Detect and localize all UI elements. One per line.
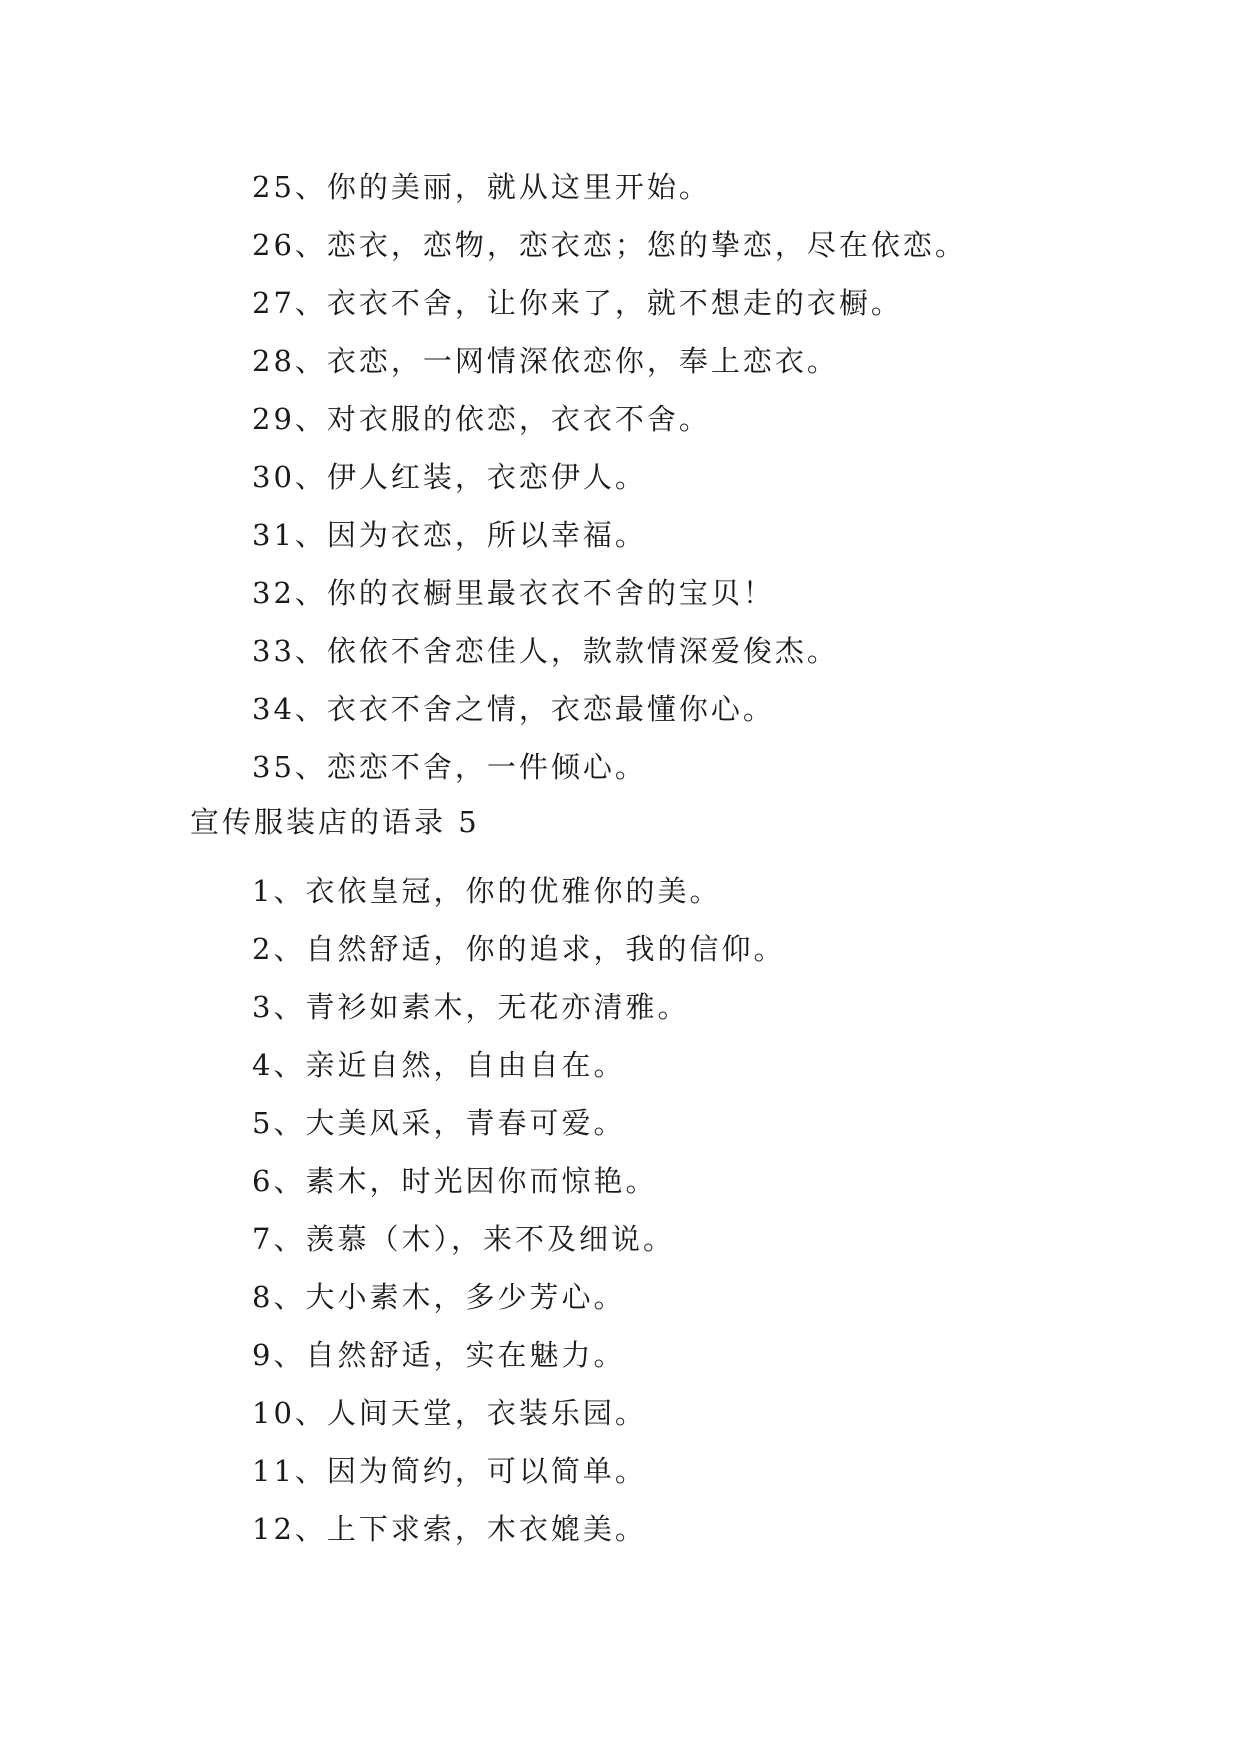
list-item: 9、自然舒适，实在魅力。 xyxy=(252,1338,626,1372)
list-item: 26、恋衣，恋物，恋衣恋；您的挚恋，尽在依恋。 xyxy=(252,228,967,262)
list-item: 12、上下求索，木衣媲美。 xyxy=(252,1512,647,1546)
list-item: 35、恋恋不舍，一件倾心。 xyxy=(252,750,647,784)
list-item: 25、你的美丽，就从这里开始。 xyxy=(252,170,711,204)
list-item: 27、衣衣不舍，让你来了，就不想走的衣橱。 xyxy=(252,286,903,320)
list-item: 28、衣恋，一网情深依恋你，奉上恋衣。 xyxy=(252,344,839,378)
list-item: 1、衣依皇冠，你的优雅你的美。 xyxy=(252,874,722,908)
list-item: 5、大美风采，青春可爱。 xyxy=(252,1106,626,1140)
list-item: 33、依依不舍恋佳人，款款情深爱俊杰。 xyxy=(252,634,839,668)
section-heading: 宣传服装店的语录 5 xyxy=(190,805,480,839)
list-item: 6、素木，时光因你而惊艳。 xyxy=(252,1164,658,1198)
slogan-list-section-5 xyxy=(0,862,1241,1558)
list-item: 30、伊人红装，衣恋伊人。 xyxy=(252,460,647,494)
list-item: 29、对衣服的依恋，衣衣不舍。 xyxy=(252,402,711,436)
list-item: 7、羡慕（木），来不及细说。 xyxy=(252,1222,675,1256)
list-item: 2、自然舒适，你的追求，我的信仰。 xyxy=(252,932,786,966)
slogan-list-continued xyxy=(0,158,1241,796)
list-item: 11、因为简约，可以简单。 xyxy=(252,1454,647,1488)
list-item: 3、青衫如素木，无花亦清雅。 xyxy=(252,990,690,1024)
list-item: 8、大小素木，多少芳心。 xyxy=(252,1280,626,1314)
list-item: 31、因为衣恋，所以幸福。 xyxy=(252,518,647,552)
list-item: 34、衣衣不舍之情，衣恋最懂你心。 xyxy=(252,692,775,726)
list-item: 32、你的衣橱里最衣衣不舍的宝贝！ xyxy=(252,576,775,610)
list-item: 4、亲近自然，自由自在。 xyxy=(252,1048,626,1082)
list-item: 10、人间天堂，衣装乐园。 xyxy=(252,1396,647,1430)
